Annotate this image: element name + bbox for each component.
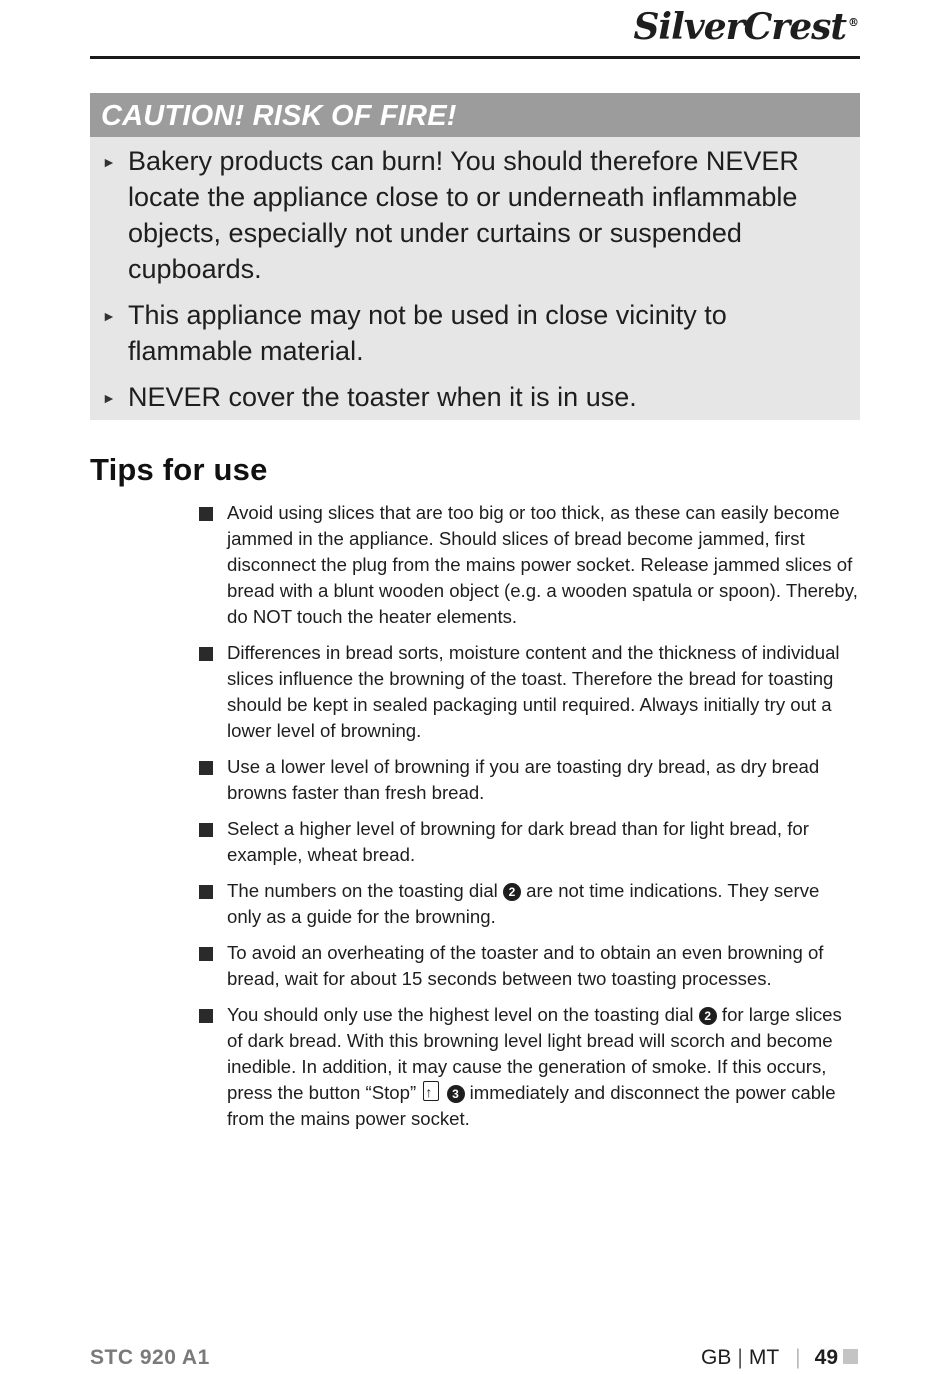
part-number-2-icon: 2	[503, 883, 521, 901]
caution-item-text: This appliance may not be used in close vicinity to flammable material.	[128, 300, 727, 366]
tip-text: are not time indications. They serve only as a guide for the browning.	[227, 880, 820, 927]
square-bullet-icon	[199, 947, 213, 961]
page-number: 49	[814, 1346, 838, 1369]
square-bullet-icon	[199, 507, 213, 521]
arrow-bullet-icon: ►	[102, 154, 116, 170]
page-divider: |	[795, 1346, 801, 1369]
tip-item	[198, 640, 858, 744]
square-bullet-icon	[199, 761, 213, 775]
square-bullet-icon	[199, 1009, 213, 1023]
square-bullet-icon	[199, 885, 213, 899]
tip-item	[198, 500, 858, 630]
caution-title: CAUTION! RISK OF FIRE!	[90, 93, 860, 137]
caution-item	[90, 379, 860, 415]
arrow-bullet-icon: ►	[102, 308, 116, 324]
language-code-mt: MT	[748, 1346, 780, 1369]
language-code-gb: GB	[701, 1346, 732, 1369]
tip-item	[198, 754, 858, 806]
tip-text: The numbers on the toasting dial	[227, 880, 498, 901]
section-title: Tips for use	[90, 452, 268, 487]
model-number: STC 920 A1	[90, 1346, 210, 1369]
arrow-bullet-icon: ►	[102, 390, 116, 406]
tips-list	[198, 500, 858, 1142]
tip-text: Use a lower level of browning if you are toasting dry bread, as dry bread browns faster than fresh bread.	[227, 756, 820, 803]
language-divider: |	[737, 1346, 743, 1369]
tip-text: Select a higher level of browning for dark bread than for light bread, for example, wheat bread.	[227, 818, 809, 865]
tip-item	[198, 816, 858, 868]
part-number-3-icon: 3	[447, 1085, 465, 1103]
caution-item-text: Bakery products can burn! You should therefore NEVER locate the appliance close to or underneath inflammable objects, especially not under curtains or suspended cupboards.	[128, 146, 799, 284]
square-bullet-icon	[199, 647, 213, 661]
header-divider	[90, 56, 860, 59]
tip-item	[198, 878, 858, 930]
brand-name: SilverCrest	[633, 6, 846, 48]
caution-item	[90, 143, 860, 287]
stop-button-icon	[423, 1081, 439, 1101]
tip-text: To avoid an overheating of the toaster and to obtain an even browning of bread, wait for about 15 seconds between two toasting processes.	[227, 942, 824, 989]
registered-mark: ®	[848, 16, 858, 29]
tip-text: You should only use the highest level on the toasting dial	[227, 1004, 694, 1025]
tip-item	[198, 940, 858, 992]
tip-text: for large slices of dark bread. With this browning level light bread will scorch and become inedible. In addition, it may cause the generation of smoke. If this occurs, press the button “Stop”	[227, 1004, 842, 1103]
page-marker-icon	[843, 1349, 858, 1364]
caution-box	[90, 93, 860, 420]
tip-text: immediately and disconnect the power cable from the mains power socket.	[227, 1082, 836, 1129]
brand-logo	[633, 6, 858, 48]
tip-text: Differences in bread sorts, moisture content and the thickness of individual slices influence the browning of the toast. Therefore the bread for toasting should be kept in sealed packaging until required. Always initially try out a lower level of browning.	[227, 642, 840, 741]
page-footer	[701, 1346, 858, 1370]
caution-item-text: NEVER cover the toaster when it is in use.	[128, 382, 637, 412]
square-bullet-icon	[199, 823, 213, 837]
caution-list	[90, 137, 860, 415]
caution-item	[90, 297, 860, 369]
tip-item	[198, 1002, 858, 1132]
part-number-2-icon: 2	[699, 1007, 717, 1025]
tip-text: Avoid using slices that are too big or too thick, as these can easily become jammed in the appliance. Should slices of bread become jammed, first disconnect the plug from the mains power socket. Release jammed slices of bread with a blunt wooden object (e.g. a wooden spatula or spoon). Thereby, do NOT touch the heater elements.	[227, 502, 858, 627]
